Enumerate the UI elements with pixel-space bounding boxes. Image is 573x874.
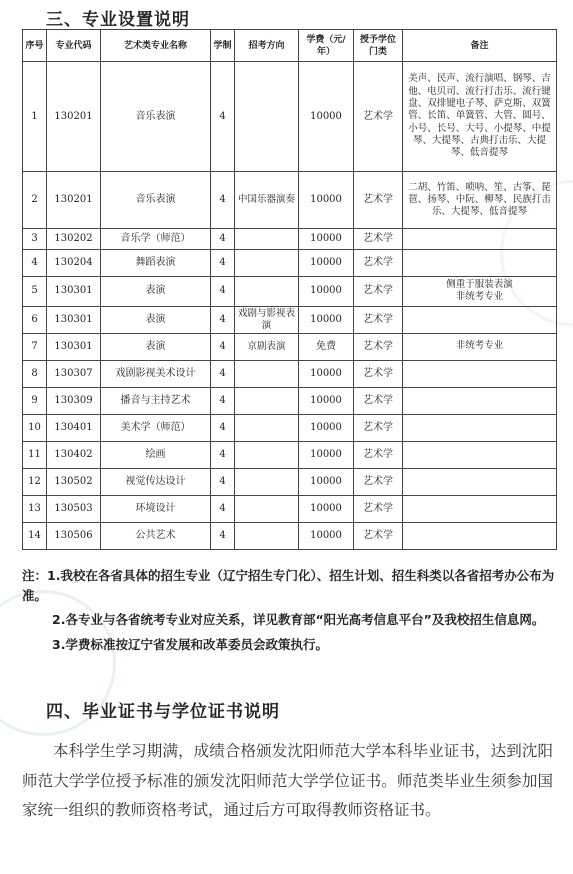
- cell-direction: [235, 360, 299, 387]
- cell-years: 4: [211, 229, 235, 250]
- cell-years: 4: [211, 468, 235, 495]
- cell-direction: 戏剧与影视表演: [235, 306, 299, 333]
- cell-years: 4: [211, 172, 235, 229]
- cell-fee: 10000: [299, 495, 354, 522]
- cell-name: 公共艺术: [101, 522, 211, 549]
- cell-no: 9: [23, 387, 47, 414]
- cell-years: 4: [211, 360, 235, 387]
- note-1: 注：1.我校在各省具体的招生专业（辽宁招生专门化）、招生计划、招生科类以各省招考办公布为准。: [22, 568, 555, 603]
- table-row: [23, 250, 557, 277]
- cell-years: 4: [211, 250, 235, 277]
- table-row: [23, 360, 557, 387]
- cell-degree: 艺术学: [354, 468, 403, 495]
- cell-fee: 10000: [299, 250, 354, 277]
- cell-degree: 艺术学: [354, 414, 403, 441]
- cell-years: 4: [211, 277, 235, 307]
- cell-no: 2: [23, 172, 47, 229]
- cell-direction: [235, 387, 299, 414]
- major-table: [22, 29, 557, 550]
- cell-name: 绘画: [101, 441, 211, 468]
- cell-no: 7: [23, 333, 47, 360]
- cell-years: 4: [211, 387, 235, 414]
- cell-years: 4: [211, 306, 235, 333]
- table-row: [23, 441, 557, 468]
- cell-fee: 10000: [299, 522, 354, 549]
- note-3: 3.学费标准按辽宁省发展和改革委员会政策执行。: [52, 636, 328, 652]
- cell-code: 130301: [47, 333, 101, 360]
- cell-degree: 艺术学: [354, 172, 403, 229]
- cell-no: 11: [23, 441, 47, 468]
- section-3-title: 三、专业设置说明: [46, 10, 190, 30]
- cell-degree: 艺术学: [354, 360, 403, 387]
- cell-no: 14: [23, 522, 47, 549]
- cell-degree: 艺术学: [354, 250, 403, 277]
- table-row: [23, 495, 557, 522]
- cell-code: 130503: [47, 495, 101, 522]
- cell-no: 12: [23, 468, 47, 495]
- cell-direction: [235, 250, 299, 277]
- cell-degree: 艺术学: [354, 229, 403, 250]
- cell-no: 1: [23, 62, 47, 172]
- cell-code: 130201: [47, 62, 101, 172]
- table-row: [23, 229, 557, 250]
- cell-no: 6: [23, 306, 47, 333]
- header-degree: 授予学位门类: [354, 30, 403, 62]
- cell-name: 表演: [101, 333, 211, 360]
- header-remark: 备注: [403, 30, 557, 62]
- table-row: [23, 172, 557, 229]
- cell-fee: 10000: [299, 277, 354, 307]
- cell-no: 10: [23, 414, 47, 441]
- cell-no: 4: [23, 250, 47, 277]
- cell-remark: [403, 441, 557, 468]
- cell-code: 130401: [47, 414, 101, 441]
- table-row: [23, 387, 557, 414]
- cell-name: 音乐表演: [101, 62, 211, 172]
- cell-no: 13: [23, 495, 47, 522]
- cell-years: 4: [211, 62, 235, 172]
- cell-direction: [235, 441, 299, 468]
- cell-code: 130502: [47, 468, 101, 495]
- cell-direction: 京剧表演: [235, 333, 299, 360]
- cell-fee: 10000: [299, 306, 354, 333]
- cell-name: 音乐学（师范）: [101, 229, 211, 250]
- cell-no: 3: [23, 229, 47, 250]
- cell-code: 130307: [47, 360, 101, 387]
- cell-direction: [235, 277, 299, 307]
- cell-fee: 10000: [299, 360, 354, 387]
- cell-remark: [403, 360, 557, 387]
- cell-name: 音乐表演: [101, 172, 211, 229]
- cell-fee: 10000: [299, 229, 354, 250]
- cell-years: 4: [211, 522, 235, 549]
- cell-remark: [403, 495, 557, 522]
- section-4-title: 四、毕业证书与学位证书说明: [46, 702, 280, 722]
- table-row: [23, 62, 557, 172]
- note-2: 2.各专业与各省统考专业对应关系，详见教育部“阳光高考信息平台”及我校招生信息网。: [52, 612, 545, 627]
- cell-years: 4: [211, 333, 235, 360]
- cell-name: 表演: [101, 277, 211, 307]
- table-row: [23, 522, 557, 549]
- cell-years: 4: [211, 495, 235, 522]
- header-no: 序号: [23, 30, 47, 62]
- cell-degree: 艺术学: [354, 495, 403, 522]
- cell-degree: 艺术学: [354, 387, 403, 414]
- cell-years: 4: [211, 414, 235, 441]
- cell-direction: [235, 468, 299, 495]
- cell-code: 130201: [47, 172, 101, 229]
- cell-fee: 10000: [299, 62, 354, 172]
- cell-code: 130301: [47, 277, 101, 307]
- table-header-row: [23, 30, 557, 62]
- cell-direction: [235, 229, 299, 250]
- cell-fee: 10000: [299, 468, 354, 495]
- cell-name: 舞蹈表演: [101, 250, 211, 277]
- cell-remark: 侧重于服装表演 非统考专业: [403, 277, 557, 307]
- cell-fee: 10000: [299, 387, 354, 414]
- cell-name: 戏剧影视美术设计: [101, 360, 211, 387]
- cell-degree: 艺术学: [354, 62, 403, 172]
- cell-remark: 二胡、竹笛、唢呐、笙、古筝、琵琶、扬琴、中阮、柳琴、民族打击乐、大提琴、低音提琴: [403, 172, 557, 229]
- cell-name: 美术学（师范）: [101, 414, 211, 441]
- cell-fee: 10000: [299, 441, 354, 468]
- cell-code: 130402: [47, 441, 101, 468]
- cell-fee: 10000: [299, 172, 354, 229]
- table-row: [23, 333, 557, 360]
- header-name: 艺术类专业名称: [101, 30, 211, 62]
- cell-degree: 艺术学: [354, 441, 403, 468]
- header-direction: 招考方向: [235, 30, 299, 62]
- header-years: 学制: [211, 30, 235, 62]
- table-row: [23, 468, 557, 495]
- cell-direction: [235, 62, 299, 172]
- cell-degree: 艺术学: [354, 277, 403, 307]
- cell-code: 130309: [47, 387, 101, 414]
- cell-name: 播音与主持艺术: [101, 387, 211, 414]
- table-row: [23, 414, 557, 441]
- cell-remark: 非统考专业: [403, 333, 557, 360]
- cell-remark: [403, 229, 557, 250]
- cell-direction: 中国乐器演奏: [235, 172, 299, 229]
- cell-remark: 美声、民声、流行演唱、钢琴、吉他、电贝司、流行打击乐、流行键盘、双排键电子琴、萨克斯、双簧管、长笛、单簧管、大管、圆号、小号、长号、大号、小提琴、中提琴、大提琴、古典打击乐、大提琴、低音提琴: [403, 62, 557, 172]
- cell-remark: [403, 522, 557, 549]
- table-row: [23, 277, 557, 307]
- cell-name: 表演: [101, 306, 211, 333]
- cell-name: 视觉传达设计: [101, 468, 211, 495]
- cell-degree: 艺术学: [354, 333, 403, 360]
- cell-remark: [403, 387, 557, 414]
- cell-direction: [235, 414, 299, 441]
- cell-direction: [235, 522, 299, 549]
- cell-no: 5: [23, 277, 47, 307]
- cell-remark: [403, 250, 557, 277]
- cell-remark: [403, 306, 557, 333]
- cell-degree: 艺术学: [354, 306, 403, 333]
- cell-remark: [403, 414, 557, 441]
- cell-code: 130506: [47, 522, 101, 549]
- section-4-body: 本科学生学习期满，成绩合格颁发沈阳师范大学本科毕业证书，达到沈阳师范大学学位授予标准的颁发沈阳师范大学学位证书。师范类毕业生须参加国家统一组织的教师资格考试，通过后方可取得教师资格证书。: [22, 742, 553, 819]
- cell-years: 4: [211, 441, 235, 468]
- cell-degree: 艺术学: [354, 522, 403, 549]
- cell-code: 130301: [47, 306, 101, 333]
- table-notes: [22, 566, 556, 654]
- cell-direction: [235, 495, 299, 522]
- table-row: [23, 306, 557, 333]
- cell-name: 环境设计: [101, 495, 211, 522]
- cell-code: 130204: [47, 250, 101, 277]
- header-fee: 学费（元/年）: [299, 30, 354, 62]
- cell-fee: 10000: [299, 414, 354, 441]
- cell-no: 8: [23, 360, 47, 387]
- cell-code: 130202: [47, 229, 101, 250]
- header-code: 专业代码: [47, 30, 101, 62]
- cell-fee: 免费: [299, 333, 354, 360]
- cell-remark: [403, 468, 557, 495]
